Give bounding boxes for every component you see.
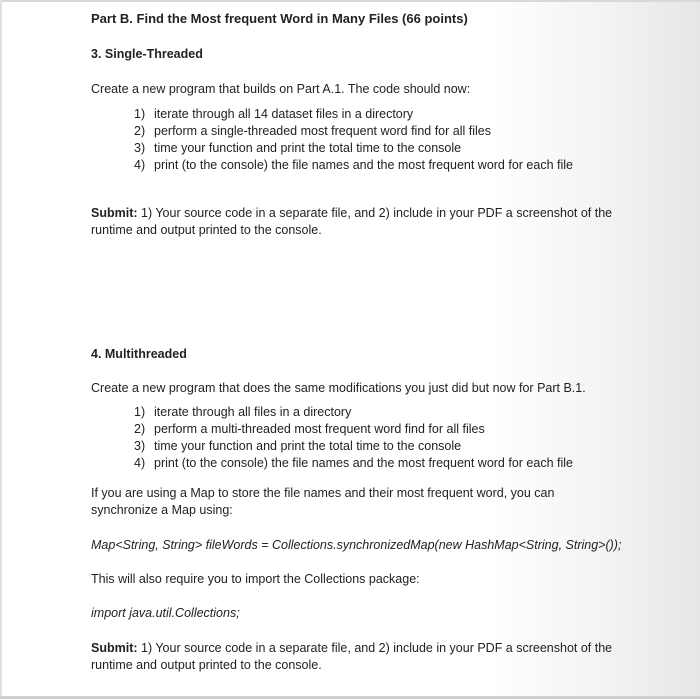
item-number: 4) — [134, 456, 146, 470]
code-import-statement: import java.util.Collections; — [91, 606, 240, 620]
item-number: 2) — [134, 422, 146, 436]
item-text: iterate through all 14 dataset files in a directory — [154, 107, 414, 121]
page-edge-left — [0, 0, 2, 699]
submit-label: Submit: — [91, 206, 138, 220]
item-text: perform a single-threaded most frequent word find for all files — [154, 124, 491, 138]
submit-label: Submit: — [91, 641, 138, 655]
item-text: perform a multi-threaded most frequent word find for all files — [154, 422, 485, 436]
section3-item-4 — [134, 158, 573, 173]
section3-heading: 3. Single-Threaded — [91, 47, 203, 61]
item-number: 3) — [134, 439, 146, 453]
item-number: 4) — [134, 158, 146, 172]
section3-submit-line-1 — [91, 206, 612, 221]
submit-text: 1) Your source code in a separate file, and 2) include in your PDF a screenshot of the — [137, 641, 613, 655]
section4-heading: 4. Multithreaded — [91, 347, 187, 361]
section3-item-2 — [134, 124, 491, 139]
page-edge-top — [0, 0, 700, 2]
item-text: print (to the console) the file names and the most frequent word for each file — [154, 158, 573, 172]
item-text: iterate through all files in a directory — [154, 405, 352, 419]
section4-submit-line-1 — [91, 641, 612, 656]
import-note: This will also require you to import the Collections package: — [91, 572, 420, 586]
item-text: time your function and print the total time to the console — [154, 141, 462, 155]
code-map-declaration: Map<String, String> fileWords = Collections.synchronizedMap(new HashMap<String, String>()); — [91, 538, 622, 552]
section3-intro: Create a new program that builds on Part A.1. The code should now: — [91, 82, 471, 96]
part-title: Part B. Find the Most frequent Word in Many Files (66 points) — [91, 11, 468, 26]
item-text: time your function and print the total time to the console — [154, 439, 462, 453]
item-number: 3) — [134, 141, 146, 155]
item-number: 1) — [134, 107, 146, 121]
section4-item-4 — [134, 456, 573, 471]
map-note-line-1: If you are using a Map to store the file names and their most frequent word, you can — [91, 486, 555, 500]
section4-intro: Create a new program that does the same modifications you just did but now for Part B.1. — [91, 381, 586, 395]
section3-item-1 — [134, 107, 413, 122]
section3-submit-line-2: runtime and output printed to the console. — [91, 223, 322, 237]
section4-item-3 — [134, 439, 461, 454]
section4-item-2 — [134, 422, 485, 437]
item-number: 1) — [134, 405, 146, 419]
item-text: print (to the console) the file names and the most frequent word for each file — [154, 456, 573, 470]
section4-submit-line-2: runtime and output printed to the console. — [91, 658, 322, 672]
item-number: 2) — [134, 124, 146, 138]
map-note-line-2: synchronize a Map using: — [91, 503, 233, 517]
section4-item-1 — [134, 405, 351, 420]
submit-text: 1) Your source code in a separate file, and 2) include in your PDF a screenshot of the — [137, 206, 613, 220]
section3-item-3 — [134, 141, 461, 156]
